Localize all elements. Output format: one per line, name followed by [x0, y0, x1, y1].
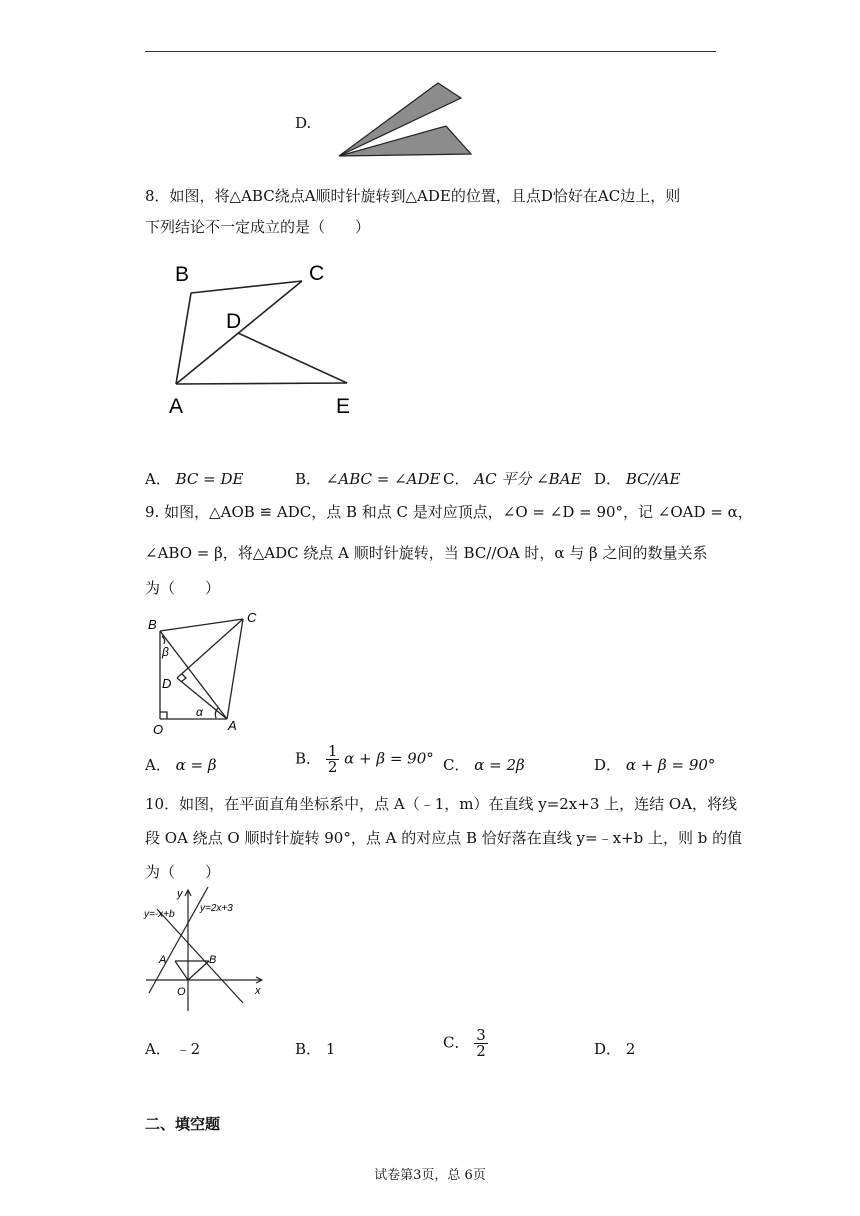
q10-option-c	[443, 1028, 488, 1059]
q10-option-a-text: ﹣2	[175, 1040, 201, 1058]
q9-label-alpha: α	[196, 705, 203, 719]
q8-label-d: D	[226, 310, 242, 333]
q9-line1: 9. 如图，△AOB ≌ ADC，点 B 和点 C 是对应顶点，∠O = ∠D = 90°，记 ∠OAD = α，	[145, 503, 753, 521]
q9-option-b-text: α + β = 90°	[344, 749, 434, 768]
header-rule	[145, 51, 716, 52]
section-2-title: 二、填空题	[145, 1115, 221, 1133]
q8-option-c	[443, 468, 582, 489]
q10-option-d-text: 2	[625, 1040, 636, 1058]
q9-option-a	[145, 754, 217, 775]
q10-line3: 为（ ）	[145, 863, 221, 881]
q8-option-b	[295, 468, 440, 489]
q8-label-c: C	[309, 262, 325, 285]
q9-label-c: C	[247, 610, 257, 625]
q9-option-b-fraction	[326, 744, 340, 775]
q8-option-d	[594, 468, 680, 489]
q8-label-b: B	[175, 263, 190, 286]
q8-label-e: E	[336, 395, 351, 418]
q8-option-d-text: BC//AE	[625, 470, 681, 488]
q8-line2: 下列结论不一定成立的是（ ）	[145, 218, 371, 236]
q9-label-o: O	[153, 722, 164, 737]
q9-option-a-key: A．	[145, 756, 171, 774]
q10-option-c-fraction	[474, 1028, 488, 1059]
q9-option-b-frac-num: 1	[327, 742, 338, 760]
q9-label-beta: β	[162, 645, 169, 659]
q8-label-a: A	[169, 395, 184, 418]
q10-option-a	[145, 1038, 200, 1059]
q9-option-c-text: α = 2β	[474, 756, 525, 774]
q10-option-b-text: 1	[325, 1040, 336, 1058]
q10-label-y: y	[177, 888, 183, 900]
q8-line1: 8．如图，将△ABC绕点A顺时针旋转到△ADE的位置，且点D恰好在AC边上，则	[145, 187, 681, 205]
q10-label-line2: y=2x+3	[200, 903, 233, 914]
q9-option-a-text: α = β	[175, 756, 217, 774]
q10-option-c-frac-den: 2	[476, 1042, 486, 1060]
q10-option-c-frac-num: 3	[476, 1026, 486, 1044]
q9-figure	[140, 608, 270, 738]
q8-figure	[160, 255, 370, 425]
q8-option-d-key: D．	[594, 470, 622, 488]
q9-option-d-key: D．	[594, 756, 622, 774]
q7-option-d-label: D.	[295, 114, 312, 132]
q10-option-d-key: D．	[594, 1040, 622, 1058]
q10-line1: 10．如图，在平面直角坐标系中，点 A（﹣1，m）在直线 y=2x+3 上，连结 OA，将线	[145, 795, 738, 813]
page-footer: 试卷第3页，总 6页	[374, 1168, 486, 1183]
q9-option-c-key: C．	[443, 756, 470, 774]
q10-figure	[140, 885, 270, 1020]
q9-option-d	[594, 754, 715, 775]
q8-option-b-key: B．	[295, 470, 322, 488]
q10-label-x: x	[255, 985, 261, 997]
q10-label-a: A	[159, 954, 167, 966]
q9-option-b-key: B．	[295, 749, 322, 768]
q8-option-a	[145, 468, 243, 489]
q10-option-b	[295, 1038, 335, 1059]
q7-option-d-figure	[330, 78, 480, 163]
q10-label-o: O	[177, 986, 186, 998]
q9-label-b: B	[148, 617, 157, 632]
q10-line2: 段 OA 绕点 O 顺时针旋转 90°，点 A 的对应点 B 恰好落在直线 y=﹣x+b 上，则 b 的值	[145, 829, 743, 847]
q10-option-a-key: A．	[145, 1040, 171, 1058]
q9-line2: ∠ABO = β，将△ADC 绕点 A 顺时针旋转，当 BC//OA 时，α 与 β 之间的数量关系	[145, 544, 708, 562]
q8-option-a-text: BC = DE	[175, 470, 244, 488]
q9-option-b	[295, 744, 434, 775]
q8-option-a-key: A．	[145, 470, 171, 488]
q10-option-b-key: B．	[295, 1040, 322, 1058]
q9-label-d: D	[162, 676, 172, 691]
q9-option-c	[443, 754, 525, 775]
q10-option-c-key: C．	[443, 1033, 470, 1052]
q8-option-b-text: ∠ABC = ∠ADE	[325, 470, 441, 488]
q10-label-b: B	[209, 954, 217, 966]
q9-option-b-frac-den: 2	[327, 758, 338, 776]
q10-option-d	[594, 1038, 635, 1059]
q10-label-line1: y=-x+b	[144, 909, 175, 920]
q9-option-d-text: α + β = 90°	[625, 756, 716, 774]
q9-label-a: A	[228, 718, 237, 733]
q8-option-c-key: C．	[443, 470, 470, 488]
q9-line3: 为（ ）	[145, 579, 221, 597]
q8-option-c-text: AC 平分 ∠BAE	[474, 470, 582, 488]
